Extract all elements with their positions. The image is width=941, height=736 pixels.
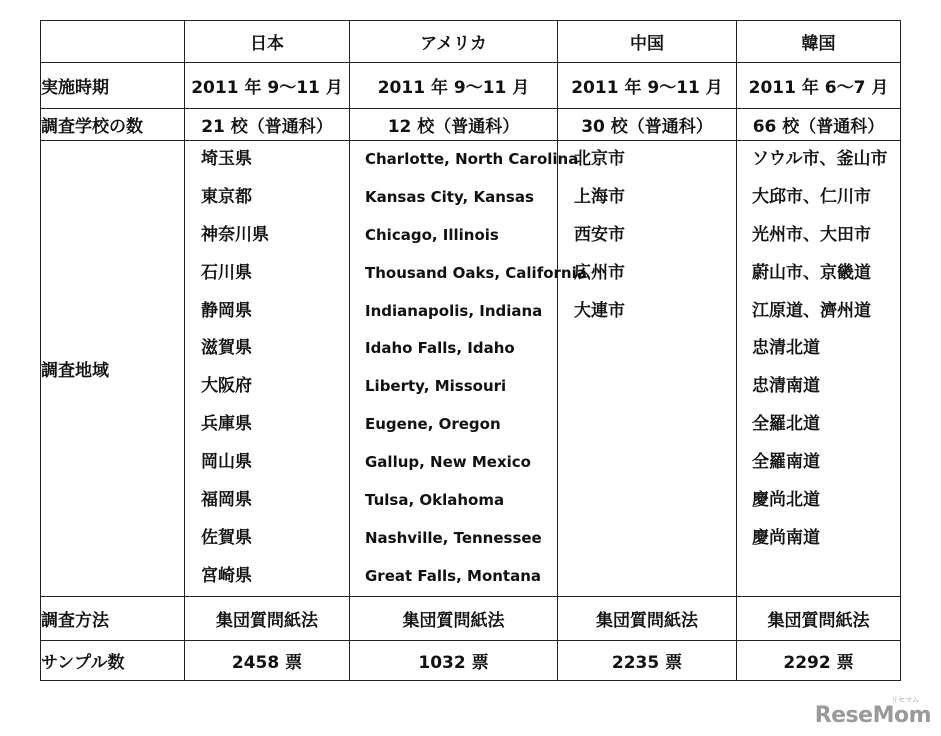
regions-usa xyxy=(350,141,587,597)
sample-row xyxy=(41,640,901,680)
region-item: Liberty, Missouri xyxy=(365,377,507,396)
region-item: 大邱市、仁川市 xyxy=(752,186,871,207)
region-item: 滋賀県 xyxy=(201,338,252,359)
schools-china: 30 校（普通科） xyxy=(558,109,737,141)
method-china: 集団質問紙法 xyxy=(558,596,737,640)
region-item: 北京市 xyxy=(574,149,625,169)
period-japan: 2011 年 9～11 月 xyxy=(185,63,350,109)
region-item: 福岡県 xyxy=(201,490,252,511)
method-row xyxy=(41,596,901,640)
region-item: 光州市、大田市 xyxy=(752,224,871,245)
schools-row xyxy=(41,109,901,141)
sample-label: サンプル数 xyxy=(41,640,185,680)
regions-row xyxy=(41,141,901,597)
period-label: 実施時期 xyxy=(41,63,185,109)
region-item: 岡山県 xyxy=(201,452,252,473)
header-row xyxy=(41,21,901,63)
regions-korea xyxy=(737,141,901,597)
region-item: 宮崎県 xyxy=(201,565,252,586)
schools-usa: 12 校（普通科） xyxy=(350,109,558,141)
resemom-logo xyxy=(814,696,931,728)
region-list-china xyxy=(558,141,736,330)
region-list-usa xyxy=(350,141,587,596)
region-item: 西安市 xyxy=(574,224,625,245)
region-item: 大阪府 xyxy=(201,376,252,397)
sample-japan: 2458 票 xyxy=(185,640,350,680)
region-item: Gallup, New Mexico xyxy=(365,453,531,472)
sample-korea: 2292 票 xyxy=(737,640,901,680)
region-item: Charlotte, North Carolina xyxy=(365,150,579,168)
region-item: Thousand Oaks, California xyxy=(365,263,587,282)
header-usa: アメリカ xyxy=(350,21,558,63)
region-item: 蔚山市、京畿道 xyxy=(752,262,871,283)
region-item: 忠清南道 xyxy=(752,376,820,397)
region-item: 忠清北道 xyxy=(752,338,820,359)
region-item: 全羅南道 xyxy=(752,452,820,473)
region-item: ソウル市、釜山市 xyxy=(752,149,888,169)
region-item: 大連市 xyxy=(574,300,625,321)
regions-china xyxy=(558,141,737,597)
region-item: 佐賀県 xyxy=(201,527,252,548)
region-item: Chicago, Illinois xyxy=(365,225,499,244)
schools-korea: 66 校（普通科） xyxy=(737,109,901,141)
region-item: Kansas City, Kansas xyxy=(365,187,534,206)
period-row xyxy=(41,63,901,109)
logo-text: ReseMom xyxy=(814,703,931,728)
region-item: 慶尚北道 xyxy=(752,490,820,511)
method-korea: 集団質問紙法 xyxy=(737,596,901,640)
region-item: 慶尚南道 xyxy=(752,527,820,548)
region-item: Eugene, Oregon xyxy=(365,415,501,434)
period-korea: 2011 年 6～7 月 xyxy=(737,63,901,109)
region-item: 神奈川県 xyxy=(201,224,269,245)
region-item: 東京都 xyxy=(201,186,252,207)
region-item: 上海市 xyxy=(574,186,625,207)
sample-china: 2235 票 xyxy=(558,640,737,680)
method-label: 調査方法 xyxy=(41,596,185,640)
region-list-japan xyxy=(185,141,349,596)
header-korea: 韓国 xyxy=(737,21,901,63)
period-china: 2011 年 9～11 月 xyxy=(558,63,737,109)
schools-label: 調査学校の数 xyxy=(41,109,185,141)
logo-ruby: リセマム xyxy=(891,696,919,704)
region-item: Great Falls, Montana xyxy=(365,566,542,585)
region-item: 石川県 xyxy=(201,262,252,283)
region-item: Idaho Falls, Idaho xyxy=(365,339,515,358)
regions-japan xyxy=(185,141,350,597)
region-item: 全羅北道 xyxy=(752,414,820,435)
region-item: Nashville, Tennessee xyxy=(365,528,542,547)
method-usa: 集団質問紙法 xyxy=(350,596,558,640)
region-item: 静岡県 xyxy=(201,300,252,321)
region-item: Tulsa, Oklahoma xyxy=(365,491,505,510)
schools-japan: 21 校（普通科） xyxy=(185,109,350,141)
region-list-korea xyxy=(737,141,900,558)
region-item: 埼玉県 xyxy=(201,149,252,169)
region-item: Indianapolis, Indiana xyxy=(365,301,543,320)
period-usa: 2011 年 9～11 月 xyxy=(350,63,558,109)
method-japan: 集団質問紙法 xyxy=(185,596,350,640)
header-china: 中国 xyxy=(558,21,737,63)
survey-overview-table xyxy=(40,20,901,681)
sample-usa: 1032 票 xyxy=(350,640,558,680)
corner-cell xyxy=(41,21,185,63)
region-item: 江原道、濟州道 xyxy=(752,300,871,321)
header-japan: 日本 xyxy=(185,21,350,63)
region-item: 兵庫県 xyxy=(201,414,252,435)
regions-label: 調査地域 xyxy=(41,141,185,597)
region-item: 広州市 xyxy=(574,262,625,283)
